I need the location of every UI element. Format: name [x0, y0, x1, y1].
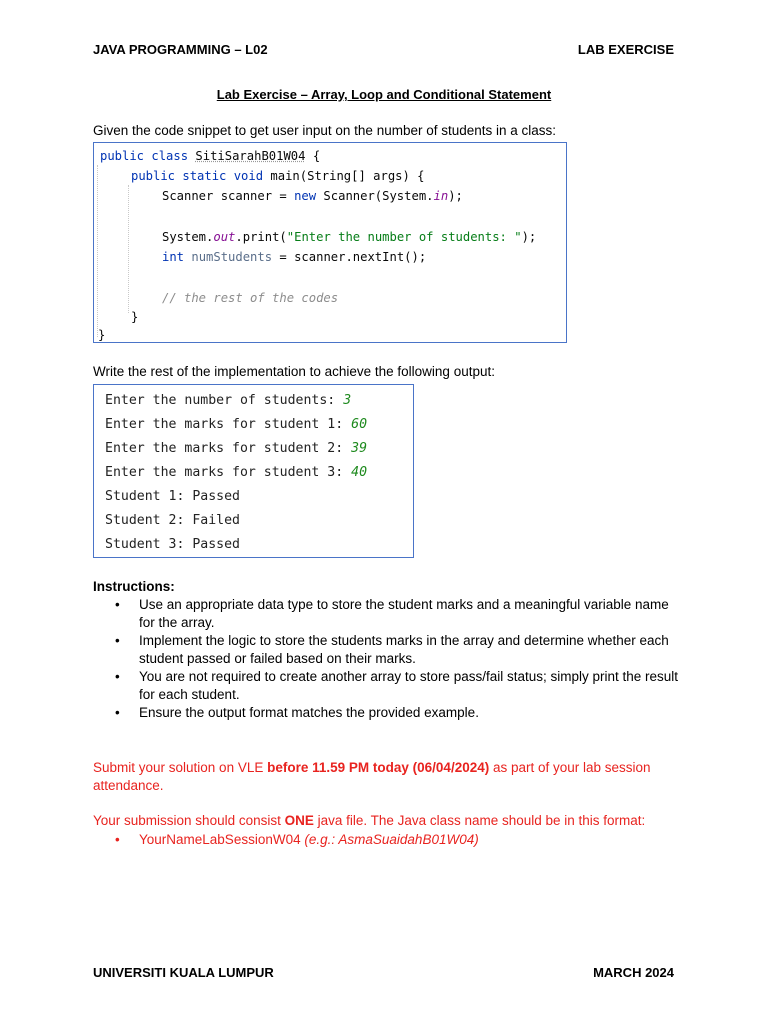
bullet-icon: • — [115, 669, 120, 684]
list-item: • Ensure the output format matches the provided example. — [115, 705, 479, 720]
submission-format: Your submission should consist ONE java file. The Java class name should be in this format: — [93, 813, 646, 828]
header-type: LAB EXERCISE — [577, 42, 674, 57]
intro-text: Given the code snippet to get user input on the number of students in a class: — [93, 123, 557, 138]
list-item: • Use an appropriate data type to store the student marks and a meaningful variable name for the array. — [115, 597, 669, 630]
output-line: Enter the marks for student 1: 60 — [105, 417, 368, 432]
code-line: System.out.print("Enter the number of students: "); — [162, 230, 537, 244]
format-example-item: • YourNameLabSessionW04 (e.g.: AsmaSuaidahB01W04) — [115, 832, 479, 847]
expected-output — [93, 384, 414, 558]
code-comment: // the rest of the codes — [162, 291, 339, 305]
write-instruction: Write the rest of the implementation to achieve the following output: — [93, 364, 495, 379]
bullet-icon: • — [115, 705, 120, 720]
code-line: int numStudents = scanner.nextInt(); — [162, 250, 427, 264]
footer-date: MARCH 2024 — [593, 965, 674, 980]
output-line: Student 2: Failed — [105, 513, 240, 528]
code-line: public class SitiSarahB01W04 { — [100, 149, 321, 163]
footer-institution: UNIVERSITI KUALA LUMPUR — [93, 965, 274, 980]
header-course: JAVA PROGRAMMING – L02 — [93, 42, 268, 57]
bullet-icon: • — [115, 633, 120, 648]
bullet-icon: • — [115, 832, 120, 847]
output-line: Enter the marks for student 2: 39 — [105, 441, 368, 456]
indent-guide — [128, 185, 129, 313]
output-line: Enter the marks for student 3: 40 — [105, 465, 368, 480]
document-title: Lab Exercise – Array, Loop and Conditional Statement — [216, 87, 552, 102]
list-item: • You are not required to create another array to store pass/fail status; simply print the result for each student. — [115, 669, 679, 702]
bullet-icon: • — [115, 597, 120, 612]
instructions-list — [93, 596, 683, 722]
code-snippet — [93, 142, 567, 343]
code-line: Scanner scanner = new Scanner(System.in); — [162, 189, 463, 203]
indent-guide — [97, 165, 98, 337]
output-line: Student 3: Passed — [105, 537, 240, 552]
output-line: Enter the number of students: 3 — [105, 393, 352, 408]
list-item: • Implement the logic to store the students marks in the array and determine whether each student passed or failed based on their marks. — [115, 633, 669, 666]
code-line: } — [131, 310, 139, 324]
code-line: } — [98, 328, 106, 342]
output-line: Student 1: Passed — [105, 489, 240, 504]
instructions-heading: Instructions: — [93, 579, 175, 594]
submission-deadline: Submit your solution on VLE before 11.59 PM today (06/04/2024) as part of your lab session attendance. — [93, 760, 651, 793]
code-line: public static void main(String[] args) { — [131, 169, 425, 183]
